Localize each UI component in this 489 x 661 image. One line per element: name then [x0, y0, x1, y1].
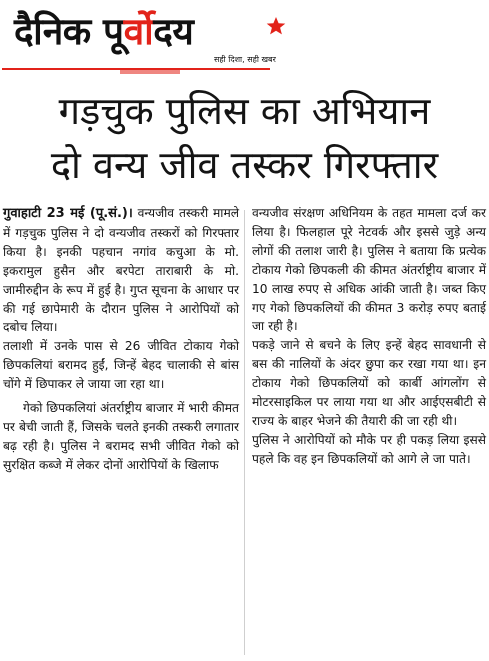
article-paragraph: पकड़े जाने से बचने के लिए इन्हें बेहद सावधानी से बस की नालियों के अंदर छुपा कर रखा गया था। इन टोकाय गेको छिपकलियों को कार्बी आंगलोंग से मोटरसाइकिल पर लाया गया था और आईएसबीटी से राज्य के बाहर भेजने की तैयारी की जा रही थी। — [252, 338, 486, 428]
masthead — [0, 0, 489, 80]
paragraph-text: वन्यजीव तस्करी मामले में गड़चुक पुलिस ने दो वन्यजीव तस्करों को गिरफ्तार किया है। इनकी पहचान नगांव कचुआ के मो. इकरामुल हुसैन और बरपेटा ताराबारी के मो. जामीरुद्दीन के रूप में हुई है। गुप्त सूचना के आधार पर की गई छापेमारी के दौरान पुलिस ने आरोपियों को दबोच लिया। — [3, 206, 239, 335]
dateline: गुवाहाटी 23 मई (पू.सं.)। — [3, 206, 133, 221]
brand-strip — [120, 70, 180, 74]
article-paragraph: गेको छिपकलियां अंतर्राष्ट्रीय बाजार में भारी कीमत पर बेची जाती हैं, जिसके चलते इनकी तस्करी लगातार बढ़ रही है। पुलिस ने बरामद सभी जीवित गेको को सुरक्षित कब्जे में लेकर दोनों आरोपियों के खिलाफ — [3, 401, 239, 472]
newspaper-logo — [14, 6, 279, 76]
article-headline — [0, 84, 489, 192]
article-paragraph — [3, 204, 239, 337]
logo-tagline: सही दिशा, सही खबर — [214, 55, 276, 64]
logo-tail-text: दय — [153, 10, 194, 53]
headline-line-2: दो वन्य जीव तस्कर गिरफ्तार — [50, 143, 439, 187]
logo-wordmark — [14, 6, 193, 58]
article-column-left — [3, 204, 239, 475]
column-divider — [244, 210, 245, 655]
logo-main-text: दैनिक पू — [14, 10, 124, 53]
article-paragraph: वन्यजीव संरक्षण अधिनियम के तहत मामला दर्ज कर लिया है। फिलहाल पूरे नेटवर्क और इससे जुड़े अन्य लोगों की तलाश जारी है। पुलिस ने बताया कि प्रत्येक टोकाय गेको छिपकली की कीमत अंतर्राष्ट्रीय बाजार में 10 लाख रुपए से अधिक आंकी जाती है। जब्त किए गए गेको छिपकलियों की कीमत 3 करोड़ रुपए बताई जा रही है। — [252, 206, 486, 334]
article-column-right — [252, 204, 486, 469]
star-icon — [266, 16, 286, 36]
headline-line-1: गड़चुक पुलिस का अभियान — [58, 89, 431, 133]
article-paragraph: पुलिस ने आरोपियों को मौके पर ही पकड़ लिया इससे पहले कि वह इन छिपकलियों को आगे ले जा पाते। — [252, 432, 486, 466]
logo-highlight-text: र्वो — [123, 10, 154, 53]
article-paragraph: तलाशी में उनके पास से 26 जीवित टोकाय गेको छिपकलियां बरामद हुईं, जिन्हें बेहद चालाकी से बांस चोंगे में छिपाकर ले जाया जा रहा था। — [3, 339, 239, 392]
